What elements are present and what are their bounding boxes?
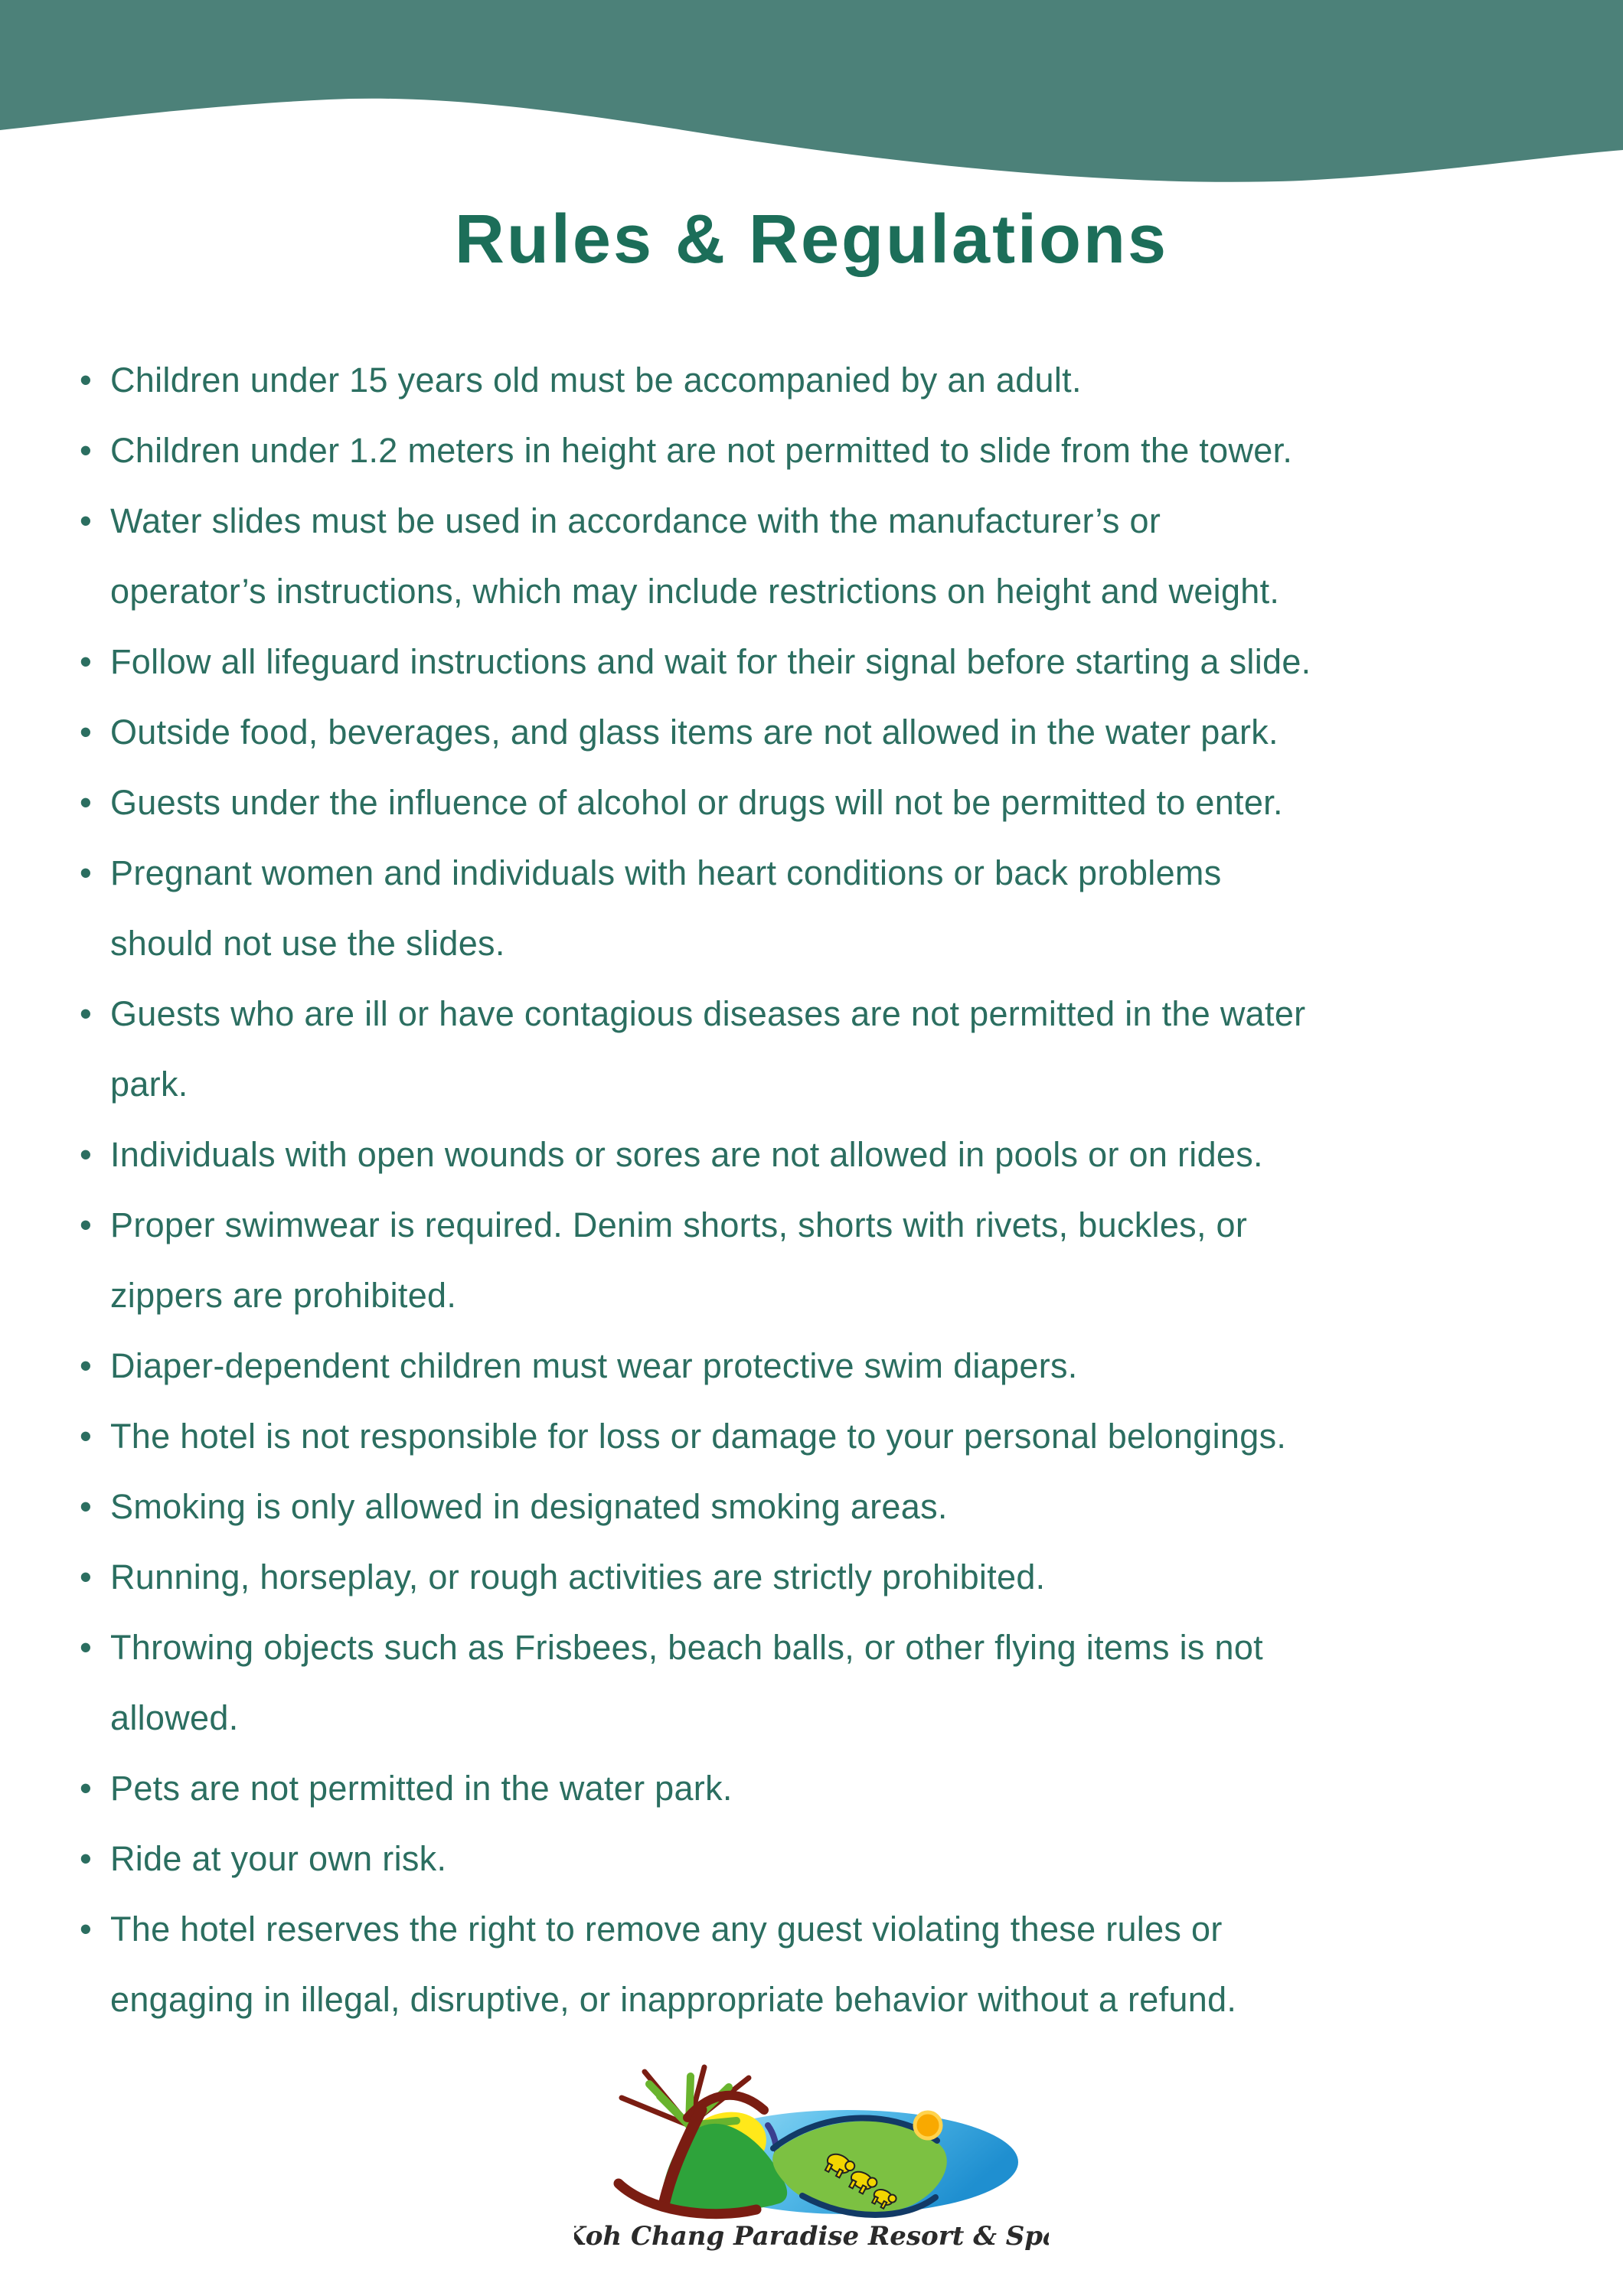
bullet-icon: •: [80, 431, 93, 470]
rule-line: Pets are not permitted in the water park.: [110, 1769, 733, 1808]
rule-item: [80, 345, 1577, 416]
bullet-icon: •: [80, 994, 93, 1033]
rule-text: [110, 697, 1577, 768]
bullet-icon: •: [80, 1839, 93, 1878]
bullet-icon: •: [80, 1135, 93, 1174]
rule-item: [80, 1824, 1577, 1894]
rule-text: [110, 345, 1577, 416]
rule-text: [110, 486, 1577, 627]
rule-item: [80, 486, 1577, 627]
rule-line: Guests who are ill or have contagious diseases are not permitted in the water: [110, 994, 1306, 1033]
bullet-icon: •: [80, 1628, 93, 1667]
bullet-icon: •: [80, 1557, 93, 1596]
rule-text: [110, 768, 1577, 838]
bullet-icon: •: [80, 1910, 93, 1949]
rule-line: zippers are prohibited.: [110, 1276, 457, 1315]
rule-text: [110, 1613, 1577, 1753]
rule-line: Diaper-dependent children must wear protective swim diapers.: [110, 1346, 1078, 1385]
rule-line: Children under 15 years old must be accompanied by an adult.: [110, 360, 1082, 400]
rule-text: [110, 1401, 1577, 1472]
rule-item: [80, 1753, 1577, 1824]
rule-line: should not use the slides.: [110, 924, 505, 963]
rule-item: [80, 768, 1577, 838]
page-title: Rules & Regulations: [454, 201, 1169, 278]
rule-item: [80, 1542, 1577, 1613]
rule-item: [80, 1331, 1577, 1401]
bullet-icon: •: [80, 783, 93, 822]
rule-line: Follow all lifeguard instructions and wait for their signal before starting a slide.: [110, 642, 1311, 681]
rule-text: [110, 1542, 1577, 1613]
rule-item: [80, 1472, 1577, 1542]
bullet-icon: •: [80, 1769, 93, 1808]
rule-text: [110, 1331, 1577, 1401]
rule-line: Running, horseplay, or rough activities are strictly prohibited.: [110, 1557, 1046, 1596]
rule-line: park.: [110, 1065, 188, 1104]
rule-line: Throwing objects such as Frisbees, beach balls, or other flying items is not: [110, 1628, 1263, 1667]
bullet-icon: •: [80, 642, 93, 681]
rule-item: [80, 1613, 1577, 1753]
rule-line: Outside food, beverages, and glass items are not allowed in the water park.: [110, 713, 1278, 752]
rules-list: [80, 345, 1577, 2035]
rule-text: [110, 416, 1577, 486]
rule-line: The hotel is not responsible for loss or damage to your personal belongings.: [110, 1417, 1287, 1456]
rule-line: allowed.: [110, 1698, 239, 1737]
rule-text: [110, 1190, 1577, 1331]
rule-item: [80, 1120, 1577, 1190]
rule-line: engaging in illegal, disruptive, or inappropriate behavior without a refund.: [110, 1980, 1237, 2019]
rule-line: Individuals with open wounds or sores are not allowed in pools or on rides.: [110, 1135, 1263, 1174]
rule-line: Children under 1.2 meters in height are not permitted to slide from the tower.: [110, 431, 1293, 470]
rule-line: Smoking is only allowed in designated smoking areas.: [110, 1487, 948, 1526]
logo-sun: [915, 2112, 941, 2138]
rule-text: [110, 627, 1577, 697]
rule-text: [110, 1753, 1577, 1824]
rule-item: [80, 1894, 1577, 2035]
rule-text: [110, 1894, 1577, 2035]
rule-item: [80, 627, 1577, 697]
rule-text: [110, 1472, 1577, 1542]
resort-logo: [574, 2055, 1049, 2292]
rule-line: Ride at your own risk.: [110, 1839, 447, 1878]
rule-text: [110, 1824, 1577, 1894]
bullet-icon: •: [80, 853, 93, 892]
rule-item: [80, 697, 1577, 768]
bullet-icon: •: [80, 360, 93, 400]
rule-text: [110, 838, 1577, 979]
header-wave: [0, 0, 1623, 230]
rule-item: [80, 838, 1577, 979]
bullet-icon: •: [80, 1417, 93, 1456]
rule-item: [80, 979, 1577, 1120]
bullet-icon: •: [80, 1205, 93, 1244]
bullet-icon: •: [80, 1487, 93, 1526]
bullet-icon: •: [80, 713, 93, 752]
rule-item: [80, 1401, 1577, 1472]
rule-text: [110, 979, 1577, 1120]
logo-caption: Koh Chang Paradise Resort & Spa: [574, 2221, 1049, 2252]
rule-line: operator’s instructions, which may include restrictions on height and weight.: [110, 572, 1280, 611]
rule-line: The hotel reserves the right to remove any guest violating these rules or: [110, 1910, 1223, 1949]
bullet-icon: •: [80, 501, 93, 540]
rule-text: [110, 1120, 1577, 1190]
rule-line: Water slides must be used in accordance with the manufacturer’s or: [110, 501, 1161, 540]
rule-item: [80, 416, 1577, 486]
rule-item: [80, 1190, 1577, 1331]
rule-line: Proper swimwear is required. Denim shorts, shorts with rivets, buckles, or: [110, 1205, 1248, 1244]
rule-line: Guests under the influence of alcohol or drugs will not be permitted to enter.: [110, 783, 1283, 822]
bullet-icon: •: [80, 1346, 93, 1385]
rule-line: Pregnant women and individuals with heart conditions or back problems: [110, 853, 1222, 892]
